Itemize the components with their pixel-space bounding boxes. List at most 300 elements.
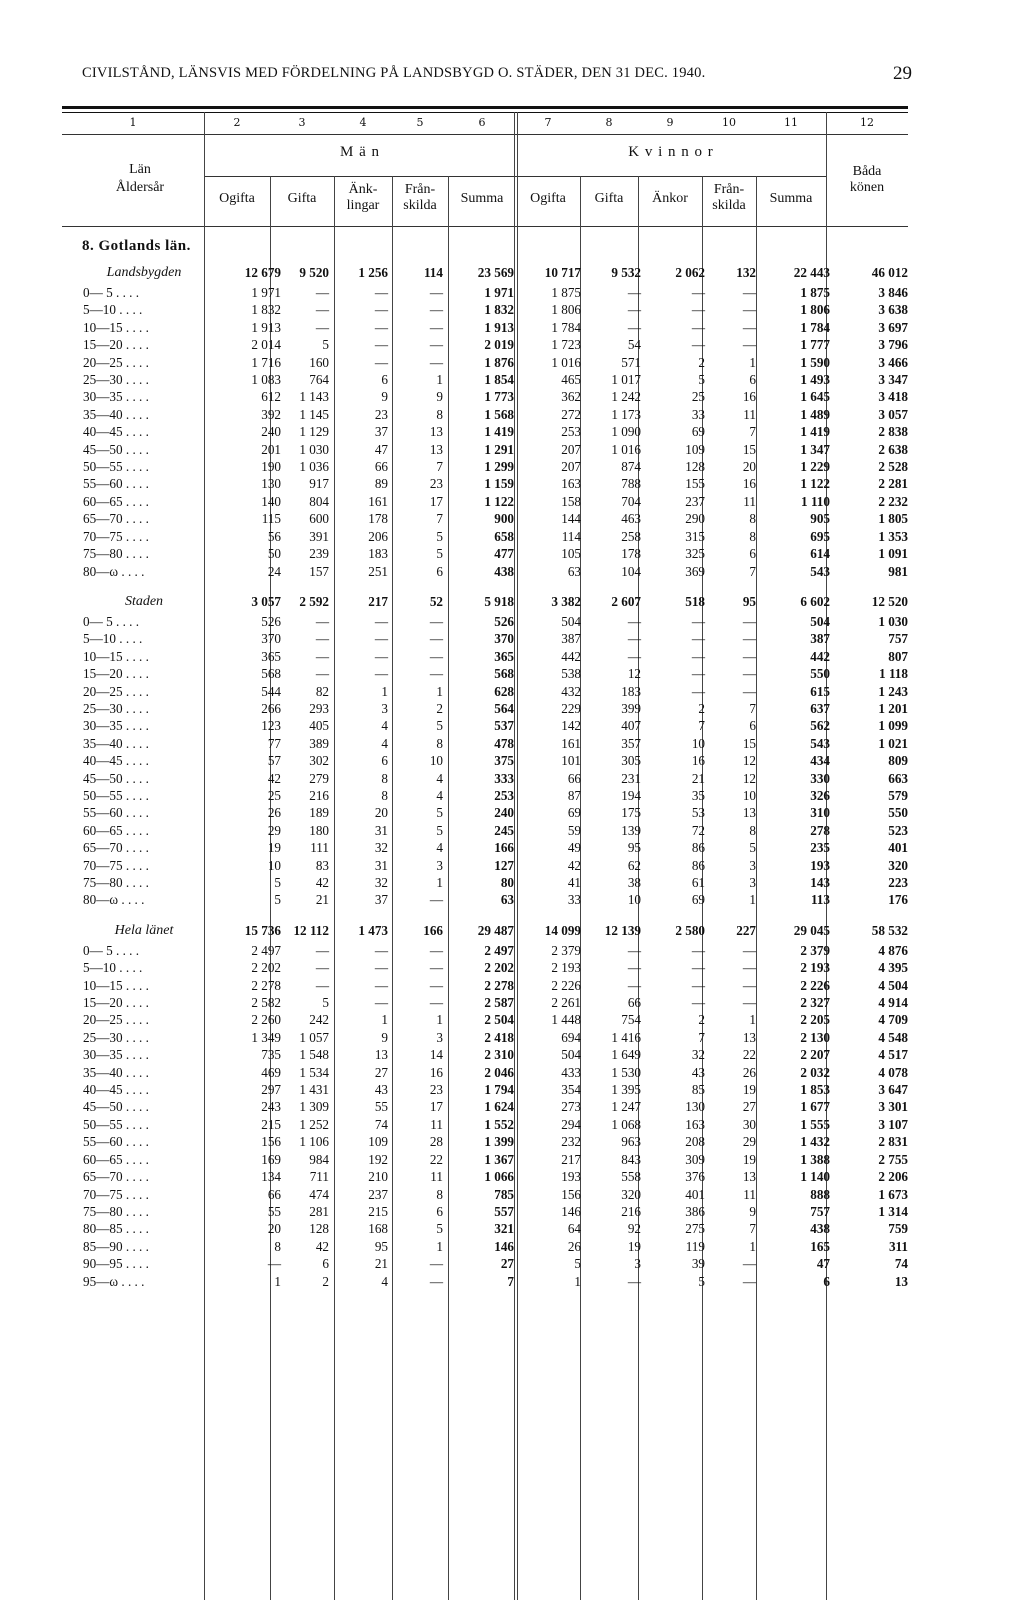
cell-col-5: — (429, 1256, 443, 1272)
table-row (80, 388, 913, 405)
cell-col-2: — (267, 1256, 281, 1272)
total-cell-col-7: 3 382 (551, 593, 581, 609)
header-man: M ä n (340, 144, 380, 160)
cell-col-10: 3 (749, 875, 756, 890)
table-row (80, 1168, 913, 1185)
cell-col-4: 1 (381, 683, 388, 699)
cell-col-7: 26 (567, 1238, 581, 1254)
cell-col-5: — (429, 977, 443, 993)
table-row (80, 336, 913, 353)
cell-col-7: 146 (561, 1203, 581, 1219)
cell-col-2: 55 (267, 1203, 281, 1219)
cell-col-3: 5 (322, 337, 329, 353)
cell-col-10: 12 (742, 770, 756, 786)
cell-col-5: 17 (429, 493, 443, 509)
cell-col-3: 128 (309, 1221, 329, 1237)
cell-col-7: 1 448 (551, 1012, 581, 1028)
cell-col-8: — (627, 302, 641, 318)
cell-col-2: 156 (261, 1134, 281, 1150)
cell-col-6: 2 587 (484, 995, 514, 1011)
total-cell-col-4: 1 473 (358, 922, 388, 938)
cell-col-12: 1 201 (878, 700, 908, 716)
table-row (80, 942, 913, 959)
cell-col-12: 550 (888, 805, 908, 821)
total-cell-col-11: 22 443 (793, 265, 830, 280)
cell-col-8: 1 173 (611, 406, 641, 422)
cell-col-9: 21 (691, 770, 705, 786)
cell-col-3: — (315, 302, 329, 318)
cell-col-2: 1 716 (251, 354, 281, 370)
cell-col-2: 29 (267, 822, 281, 838)
cell-col-10: 8 (749, 528, 756, 544)
age-group-label: 10—15 . . . . (83, 977, 149, 993)
cell-col-7: 207 (561, 459, 581, 475)
cell-col-12: 1 314 (878, 1203, 908, 1219)
cell-col-2: 735 (261, 1047, 281, 1063)
top-rule-thin (62, 112, 908, 113)
rule-under-sex-groups (204, 176, 826, 177)
cell-col-10: — (742, 648, 756, 664)
cell-col-10: 6 (749, 718, 756, 734)
cell-col-12: 4 395 (878, 960, 908, 976)
cell-col-6: 658 (494, 528, 514, 544)
cell-col-7: 207 (561, 441, 581, 457)
colnum-11: 11 (784, 116, 798, 129)
cell-col-5: — (429, 319, 443, 335)
cell-col-9: — (691, 613, 705, 629)
cell-col-2: 201 (261, 441, 281, 457)
cell-col-8: 788 (621, 476, 641, 492)
cell-col-11: 143 (810, 875, 830, 890)
cell-col-4: 37 (374, 424, 388, 440)
cell-col-11: 1 388 (800, 1151, 830, 1167)
cell-col-8: — (627, 942, 641, 958)
cell-col-5: 5 (436, 805, 443, 821)
table-row (80, 787, 913, 804)
cell-col-2: 2 202 (251, 960, 281, 976)
cell-col-6: 438 (494, 563, 514, 579)
section-total-row (80, 919, 913, 942)
cell-col-12: 1 030 (878, 613, 908, 629)
total-cell-col-2: 12 679 (244, 265, 281, 280)
cell-col-3: 83 (315, 857, 329, 873)
cell-col-10: — (742, 285, 756, 300)
cell-col-11: 2 379 (800, 942, 830, 958)
cell-col-4: 6 (381, 372, 388, 388)
cell-col-2: 568 (261, 666, 281, 682)
cell-col-8: 62 (627, 857, 641, 873)
cell-col-9: 7 (698, 1029, 705, 1045)
cell-col-5: — (429, 960, 443, 976)
cell-col-8: 1 068 (611, 1116, 641, 1132)
cell-col-12: 3 846 (878, 285, 908, 300)
cell-col-8: — (627, 631, 641, 647)
cell-col-5: 3 (436, 1029, 443, 1045)
cell-col-5: 8 (436, 735, 443, 751)
cell-col-9: — (691, 977, 705, 993)
table-row (80, 458, 913, 475)
colnum-7: 7 (544, 116, 552, 129)
cell-col-11: 1 784 (800, 319, 830, 335)
cell-col-12: 2 206 (878, 1169, 908, 1185)
cell-col-8: — (627, 285, 641, 300)
cell-col-8: 558 (621, 1169, 641, 1185)
cell-col-7: 694 (561, 1029, 581, 1045)
column-numbers (0, 116, 1024, 134)
cell-col-7: 2 193 (551, 960, 581, 976)
header-kv-gifta: Gifta (594, 191, 624, 206)
cell-col-9: 7 (698, 718, 705, 734)
cell-col-6: 1 568 (484, 406, 514, 422)
cell-col-12: 2 528 (878, 459, 908, 475)
cell-col-4: 13 (374, 1047, 388, 1063)
cell-col-5: 3 (436, 857, 443, 873)
cell-col-9: 33 (691, 406, 705, 422)
cell-col-6: 526 (494, 613, 514, 629)
cell-col-12: 4 914 (878, 995, 908, 1011)
cell-col-10: 27 (742, 1099, 756, 1115)
cell-col-8: 963 (621, 1134, 641, 1150)
cell-col-11: 2 032 (800, 1064, 830, 1080)
cell-col-2: 1 083 (251, 372, 281, 388)
cell-col-11: 637 (810, 700, 830, 716)
cell-col-12: 4 078 (878, 1064, 908, 1080)
total-cell-col-3: 12 112 (293, 922, 329, 938)
cell-col-10: 1 (749, 1012, 756, 1028)
cell-col-9: — (691, 337, 705, 353)
cell-col-6: 2 019 (484, 337, 514, 353)
cell-col-12: 1 099 (878, 718, 908, 734)
total-cell-col-9: 2 580 (675, 922, 705, 938)
cell-col-12: 4 504 (878, 977, 908, 993)
cell-col-8: 1 649 (611, 1047, 641, 1063)
table-row (80, 545, 913, 562)
cell-col-2: 25 (267, 787, 281, 803)
cell-col-11: 278 (810, 822, 830, 838)
cell-col-6: 240 (494, 805, 514, 821)
cell-col-4: 47 (374, 441, 388, 457)
header-kv-franskilda: Från- skilda (712, 182, 746, 213)
cell-col-6: 127 (494, 857, 514, 873)
cell-col-7: 1 723 (551, 337, 581, 353)
cell-col-4: — (374, 285, 388, 300)
table-row (80, 1255, 913, 1272)
age-group-label: 70—75 . . . . (83, 528, 149, 544)
cell-col-11: 2 226 (800, 977, 830, 993)
age-group-label: 80—85 . . . . (83, 1221, 149, 1237)
cell-col-6: 1 794 (484, 1082, 514, 1098)
age-group-label: 0— 5 . . . . (83, 613, 140, 629)
cell-col-2: 169 (261, 1151, 281, 1167)
total-cell-col-12: 12 520 (871, 593, 908, 609)
cell-col-4: 21 (374, 1256, 388, 1272)
cell-col-7: 87 (567, 787, 581, 803)
cell-col-3: — (315, 319, 329, 335)
colnum-6: 6 (478, 116, 486, 129)
cell-col-4: 6 (381, 753, 388, 769)
cell-col-12: 757 (888, 631, 908, 647)
cell-col-2: 1 971 (251, 285, 281, 300)
cell-col-10: 3 (749, 857, 756, 873)
cell-col-6: 80 (500, 875, 514, 890)
cell-col-3: 1 431 (299, 1082, 329, 1098)
age-group-label: 40—45 . . . . (83, 753, 149, 769)
cell-col-12: 523 (888, 822, 908, 838)
cell-col-9: 290 (685, 511, 705, 527)
cell-col-8: — (627, 1273, 641, 1289)
cell-col-7: 1 (574, 1273, 581, 1289)
age-group-label: 70—75 . . . . (83, 1186, 149, 1202)
cell-col-6: 2 418 (484, 1029, 514, 1045)
cell-col-12: 401 (888, 840, 908, 856)
cell-col-3: 1 106 (299, 1134, 329, 1150)
cell-col-11: 387 (810, 631, 830, 647)
cell-col-8: 1 242 (611, 389, 641, 405)
cell-col-11: 1 229 (800, 459, 830, 475)
cell-col-7: 49 (567, 840, 581, 856)
age-group-label: 80—ω . . . . (83, 892, 145, 908)
cell-col-7: 2 226 (551, 977, 581, 993)
cell-col-6: 2 310 (484, 1047, 514, 1063)
cell-col-10: 7 (749, 424, 756, 440)
cell-col-6: 2 278 (484, 977, 514, 993)
cell-col-2: 26 (267, 805, 281, 821)
table-row (80, 475, 913, 492)
age-group-label: 5—10 . . . . (83, 302, 143, 318)
cell-col-2: 24 (267, 563, 281, 579)
cell-col-7: 1 875 (551, 285, 581, 300)
top-rule-thick (62, 106, 908, 109)
cell-col-7: 1 016 (551, 354, 581, 370)
total-cell-col-7: 14 099 (544, 922, 581, 938)
cell-col-4: — (374, 977, 388, 993)
cell-col-10: 6 (749, 546, 756, 562)
cell-col-8: 258 (621, 528, 641, 544)
cell-col-7: 193 (561, 1169, 581, 1185)
total-cell-col-7: 10 717 (544, 265, 581, 280)
table-row (80, 354, 913, 371)
colnum-10: 10 (722, 116, 736, 129)
cell-col-10: 10 (742, 787, 756, 803)
cell-col-11: 1 122 (800, 476, 830, 492)
cell-col-4: 66 (374, 459, 388, 475)
total-cell-col-6: 29 487 (477, 922, 514, 938)
age-group-label: 60—65 . . . . (83, 1151, 149, 1167)
cell-col-7: 33 (567, 892, 581, 908)
cell-col-10: 20 (742, 459, 756, 475)
cell-col-10: 8 (749, 511, 756, 527)
cell-col-8: 19 (627, 1238, 641, 1254)
cell-col-8: 1 395 (611, 1082, 641, 1098)
cell-col-4: 206 (368, 528, 388, 544)
cell-col-2: 190 (261, 459, 281, 475)
section-name: Hela länet (114, 922, 174, 938)
total-cell-col-10: 227 (736, 922, 756, 938)
cell-col-5: 13 (429, 424, 443, 440)
cell-col-4: — (374, 995, 388, 1011)
cell-col-6: 477 (494, 546, 514, 562)
table-row (80, 284, 913, 301)
cell-col-8: 571 (621, 354, 641, 370)
table-row (80, 301, 913, 318)
cell-col-5: 22 (429, 1151, 443, 1167)
cell-col-11: 6 (823, 1273, 830, 1289)
cell-col-12: 4 517 (878, 1047, 908, 1063)
cell-col-11: 442 (810, 648, 830, 664)
cell-col-10: 19 (742, 1082, 756, 1098)
age-group-label: 65—70 . . . . (83, 1169, 149, 1185)
table-row (80, 735, 913, 752)
cell-col-2: 66 (267, 1186, 281, 1202)
cell-col-2: 215 (261, 1116, 281, 1132)
cell-col-2: 1 913 (251, 319, 281, 335)
cell-col-9: 386 (685, 1203, 705, 1219)
cell-col-8: 178 (621, 546, 641, 562)
cell-col-10: 9 (749, 1203, 756, 1219)
cell-col-8: 38 (627, 875, 641, 890)
cell-col-3: 600 (309, 511, 329, 527)
table-row (80, 1203, 913, 1220)
cell-col-9: — (691, 995, 705, 1011)
age-group-label: 45—50 . . . . (83, 770, 149, 786)
colnum-5: 5 (416, 116, 424, 129)
cell-col-10: — (742, 995, 756, 1011)
cell-col-9: — (691, 285, 705, 300)
cell-col-8: — (627, 613, 641, 629)
rule-under-headers (62, 226, 908, 227)
table-row (80, 1151, 913, 1168)
cell-col-10: 29 (742, 1134, 756, 1150)
cell-col-6: 564 (494, 700, 514, 716)
table-row (80, 528, 913, 545)
cell-col-11: 2 207 (800, 1047, 830, 1063)
cell-col-6: 1 291 (484, 441, 514, 457)
cell-col-5: 5 (436, 546, 443, 562)
age-group-label: 90—95 . . . . (83, 1256, 149, 1272)
cell-col-4: 8 (381, 787, 388, 803)
cell-col-2: 297 (261, 1082, 281, 1098)
total-cell-col-11: 6 602 (800, 593, 830, 609)
cell-col-9: 119 (685, 1238, 705, 1254)
cell-col-9: 10 (691, 735, 705, 751)
cell-col-12: 13 (894, 1273, 908, 1289)
cell-col-10: 6 (749, 372, 756, 388)
table-row (80, 441, 913, 458)
cell-col-5: — (429, 302, 443, 318)
total-cell-col-4: 1 256 (358, 265, 388, 280)
age-group-label: 25—30 . . . . (83, 1029, 149, 1045)
cell-col-12: 74 (894, 1256, 908, 1272)
table-row (80, 563, 913, 580)
cell-col-9: — (691, 960, 705, 976)
cell-col-8: 874 (621, 459, 641, 475)
table-row (80, 752, 913, 769)
cell-col-11: 1 677 (800, 1099, 830, 1115)
table-row (80, 977, 913, 994)
cell-col-9: — (691, 302, 705, 318)
cell-col-7: 66 (567, 770, 581, 786)
cell-col-6: 568 (494, 666, 514, 682)
cell-col-4: 192 (368, 1151, 388, 1167)
section-total-row (80, 590, 913, 613)
cell-col-11: 193 (810, 857, 830, 873)
cell-col-8: 183 (621, 683, 641, 699)
cell-col-12: 223 (888, 875, 908, 890)
age-group-label: 0— 5 . . . . (83, 285, 140, 300)
cell-col-5: — (429, 892, 443, 908)
cell-col-10: — (742, 683, 756, 699)
cell-col-3: — (315, 960, 329, 976)
cell-col-6: 2 497 (484, 942, 514, 958)
cell-col-3: — (315, 631, 329, 647)
cell-col-6: 1 913 (484, 319, 514, 335)
age-group-label: 30—35 . . . . (83, 389, 149, 405)
header-lan: Län (129, 162, 151, 177)
cell-col-7: 161 (561, 735, 581, 751)
cell-col-8: — (627, 319, 641, 335)
header-kvinnor: K v i n n o r (628, 144, 714, 160)
cell-col-9: 39 (691, 1256, 705, 1272)
cell-col-5: 6 (436, 1203, 443, 1219)
cell-col-6: 1 299 (484, 459, 514, 475)
cell-col-2: 8 (274, 1238, 281, 1254)
cell-col-3: 180 (309, 822, 329, 838)
cell-col-11: 1 140 (800, 1169, 830, 1185)
cell-col-5: — (429, 666, 443, 682)
cell-col-3: 302 (309, 753, 329, 769)
cell-col-8: 1 017 (611, 372, 641, 388)
cell-col-11: 1 347 (800, 441, 830, 457)
cell-col-3: 1 534 (299, 1064, 329, 1080)
cell-col-2: 115 (261, 511, 281, 527)
total-cell-col-10: 132 (736, 265, 756, 280)
total-cell-col-11: 29 045 (793, 922, 830, 938)
cell-col-4: 31 (374, 857, 388, 873)
cell-col-4: 4 (381, 1273, 388, 1289)
age-group-label: 50—55 . . . . (83, 459, 149, 475)
table-row (80, 700, 913, 717)
age-group-label: 30—35 . . . . (83, 718, 149, 734)
cell-col-3: — (315, 285, 329, 300)
cell-col-4: 8 (381, 770, 388, 786)
cell-col-3: — (315, 977, 329, 993)
cell-col-9: 2 (698, 700, 705, 716)
cell-col-3: 764 (309, 372, 329, 388)
cell-col-6: 365 (494, 648, 514, 664)
cell-col-12: 3 647 (878, 1082, 908, 1098)
age-group-label: 80—ω . . . . (83, 563, 145, 579)
cell-col-2: 56 (267, 528, 281, 544)
cell-col-2: 1 832 (251, 302, 281, 318)
cell-col-4: 4 (381, 718, 388, 734)
table-row (80, 1046, 913, 1063)
header-man-anklingar: Änk- lingar (346, 182, 380, 213)
total-cell-col-12: 46 012 (871, 265, 908, 280)
header-aldersar: Åldersår (115, 180, 165, 195)
age-group-label: 5—10 . . . . (83, 631, 143, 647)
total-cell-col-12: 58 532 (871, 922, 908, 938)
cell-col-10: 1 (749, 892, 756, 908)
total-cell-col-2: 15 736 (244, 922, 281, 938)
cell-col-3: 279 (309, 770, 329, 786)
age-group-label: 10—15 . . . . (83, 319, 149, 335)
cell-col-6: 370 (494, 631, 514, 647)
cell-col-9: 130 (685, 1099, 705, 1115)
cell-col-11: 310 (810, 805, 830, 821)
cell-col-11: 47 (816, 1256, 830, 1272)
cell-col-4: — (374, 354, 388, 370)
age-group-label: 65—70 . . . . (83, 840, 149, 856)
